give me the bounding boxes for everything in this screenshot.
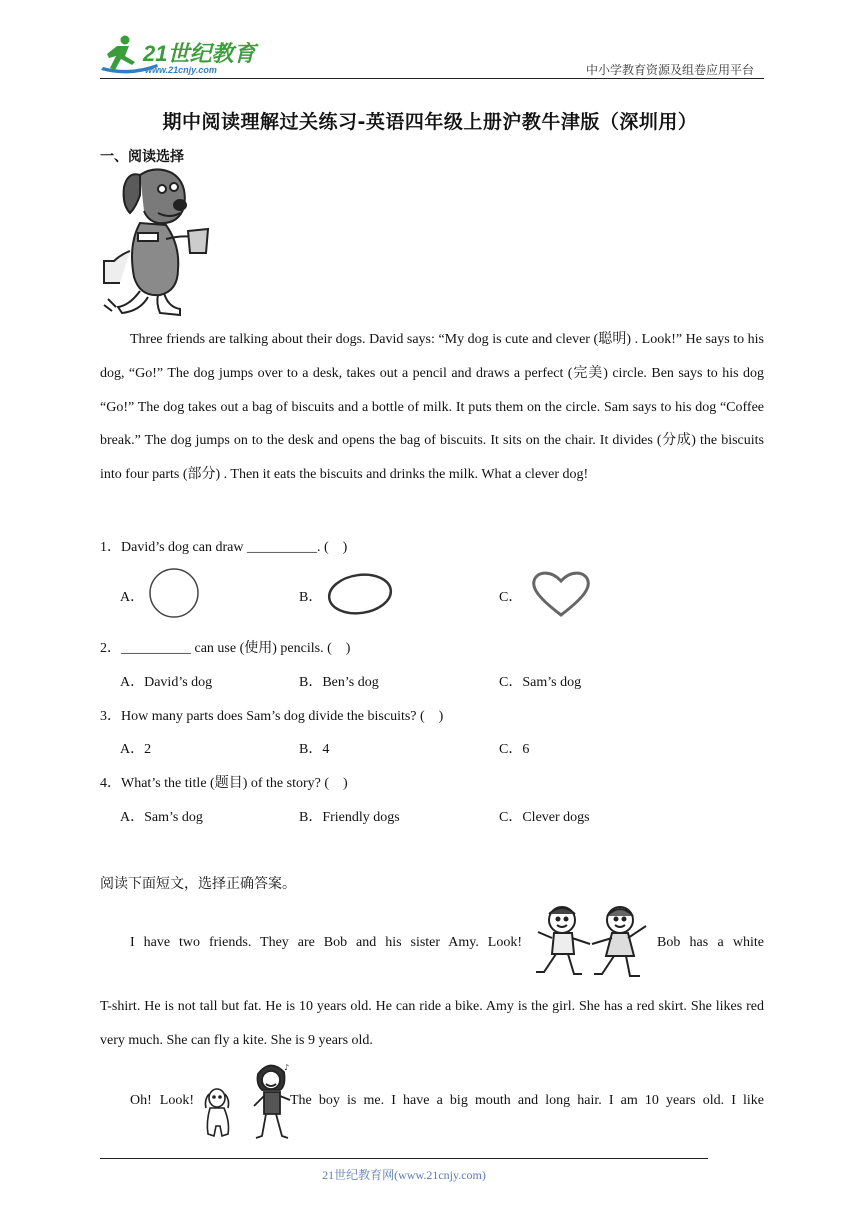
reading-passage: Three friends are talking about their dogs. David says: “My dog is cute and clever (聪明) . Look!” He says to his dog, “Go!” The dog jumps over to a desk, takes out a pencil and draws a perfect (完美) circle. Ben says to his dog “Go!” The dog takes out a bag of biscuits and a bottle of milk. It puts them on the circle. Sam says to his dog “Coffee break.” The dog jumps on to the desk and opens the bag of biscuits. It sits on the chair. It divides (分成) the biscuits into four parts (部分) . Then it eats the biscuits and drinks the milk. What a clever dog!	[100, 332, 764, 483]
passage2-line3-end: The boy is me. I have a big mouth and long hair. I am 10 years old. I like	[290, 1093, 764, 1108]
section-heading: 一、阅读选择	[100, 149, 184, 165]
passage2-line1-start: I have two friends. They are Bob and his sister Amy. Look!	[130, 935, 522, 950]
q3-option-c: C．6	[499, 742, 530, 757]
question-3: 3．How many parts does Sam’s dog divide the biscuits? ( )	[100, 709, 444, 724]
q1-option-b-label: B．	[299, 590, 323, 605]
small-dog-illustration	[200, 1086, 234, 1142]
q4-option-a: A．Sam’s dog	[120, 810, 203, 825]
dog-with-cup-illustration	[100, 165, 215, 317]
heart-shape-option	[530, 569, 592, 619]
question-4: 4．What’s the title (题目) of the story? ( )	[100, 776, 348, 791]
footer-text: 21世纪教育网(www.21cnjy.com)	[322, 1168, 486, 1182]
oval-shape-option	[325, 571, 395, 617]
q4-option-b: B．Friendly dogs	[299, 810, 400, 825]
header-divider	[100, 78, 764, 79]
boy-illustration	[250, 1060, 294, 1144]
passage2-body: T-shirt. He is not tall but fat. He is 10 years old. He can ride a bike. Amy is the girl. She has a red skirt. She likes red very much. She can fly a kite. She is 9 years old.	[100, 999, 764, 1048]
question-1: 1．David’s dog can draw __________. ( )	[100, 540, 348, 555]
logo-text: 21世纪教育	[143, 41, 256, 66]
passage2-line1-end: Bob has a white	[657, 935, 764, 950]
passage2-line3-start: Oh! Look!	[130, 1093, 194, 1108]
bob-and-amy-illustration	[528, 902, 654, 982]
q2-option-b: B．Ben’s dog	[299, 675, 379, 690]
q1-option-c-label: C．	[499, 590, 523, 605]
site-name: 中小学教育资源及组卷应用平台	[585, 63, 754, 77]
q3-option-b: B．4	[299, 742, 330, 757]
circle-shape-option	[147, 566, 201, 620]
svg-text:♪: ♪	[284, 1063, 290, 1072]
q2-option-c: C．Sam’s dog	[499, 675, 582, 690]
section2-instruction: 阅读下面短文，选择正确答案。	[100, 876, 296, 892]
q1-option-a-label: A．	[120, 590, 145, 605]
logo-url: www.21cnjy.com	[145, 65, 217, 75]
site-logo	[95, 34, 265, 76]
q4-option-c: C．Clever dogs	[499, 810, 590, 825]
q3-option-a: A．2	[120, 742, 152, 757]
document-title: 期中阅读理解过关练习-英语四年级上册沪教牛津版（深圳用）	[162, 111, 698, 133]
footer-divider	[100, 1158, 708, 1159]
q2-option-a: A．David’s dog	[120, 675, 213, 690]
question-2: 2．__________ can use (使用) pencils. ( )	[100, 641, 351, 656]
